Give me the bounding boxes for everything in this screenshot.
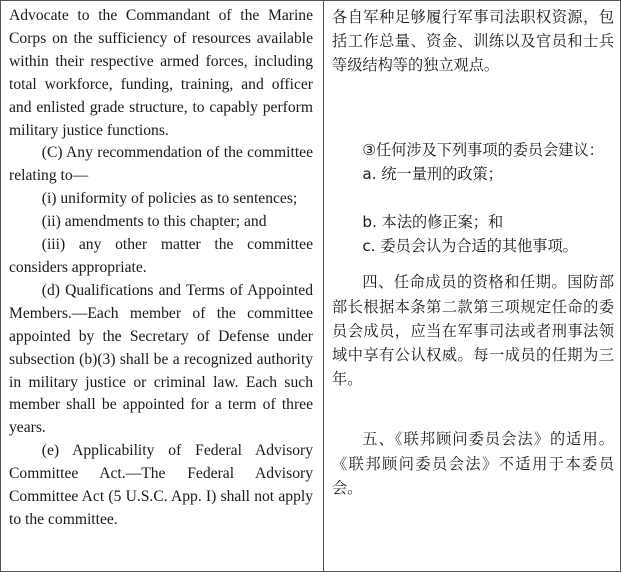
en-item-C-iii: (iii) any other matter the committee considers appropriate. — [9, 236, 313, 276]
zh-paragraph-b-continued: 各自军种足够履行军事司法职权资源，包括工作总量、资金、训练以及官员和士兵等级结构等的独立观点。 — [332, 8, 614, 75]
zh-paragraph-3: ③任何涉及下列事项的委员会建议： — [362, 140, 604, 159]
chinese-column — [332, 5, 614, 500]
zh-item-c: c. 委员会认为合适的其他事项。 — [362, 237, 578, 256]
zh-paragraph-4: 四、任命成员的资格和任期。国防部部长根据本条第二款第三项规定任命的委员会成员，应当在军事司法或者刑事法领域中享有公认权威。每一成员的任期为三年。 — [332, 273, 614, 389]
en-item-C-ii: (ii) amendments to this chapter; and — [41, 213, 267, 231]
zh-item-b: b. 本法的修正案；和 — [362, 213, 504, 232]
zh-paragraph-5: 五、《联邦顾问委员会法》的适用。《联邦顾问委员会法》不适用于本委员会。 — [332, 430, 614, 497]
en-paragraph-C: (C) Any recommendation of the committee relating to— — [9, 144, 313, 185]
english-column — [9, 5, 313, 532]
zh-item-a: a. 统一量刑的政策； — [362, 164, 503, 183]
en-paragraph-b-continued: Advocate to the Commandant of the Marine Corps on the sufficiency of resources available within their respective armed forces, including total workforce, funding, training, and officer and enlisted grade structure, to capably perform military justice functions. — [9, 7, 313, 139]
en-paragraph-d: (d) Qualifications and Terms of Appointed Members.—Each member of the committee appointed by the Secretary of Defense under subsection (b)(3) shall be a recognized authority in military justice or criminal law. Each such member shall be appointed for a term of three years. — [9, 281, 313, 437]
en-item-C-i: (i) uniformity of policies as to sentences; — [41, 190, 298, 208]
en-paragraph-e: (e) Applicability of Federal Advisory Committee Act.—The Federal Advisory Committee Act (5 U.S.C. App. I) shall not apply to the committee. — [9, 442, 313, 528]
column-divider — [323, 1, 324, 571]
